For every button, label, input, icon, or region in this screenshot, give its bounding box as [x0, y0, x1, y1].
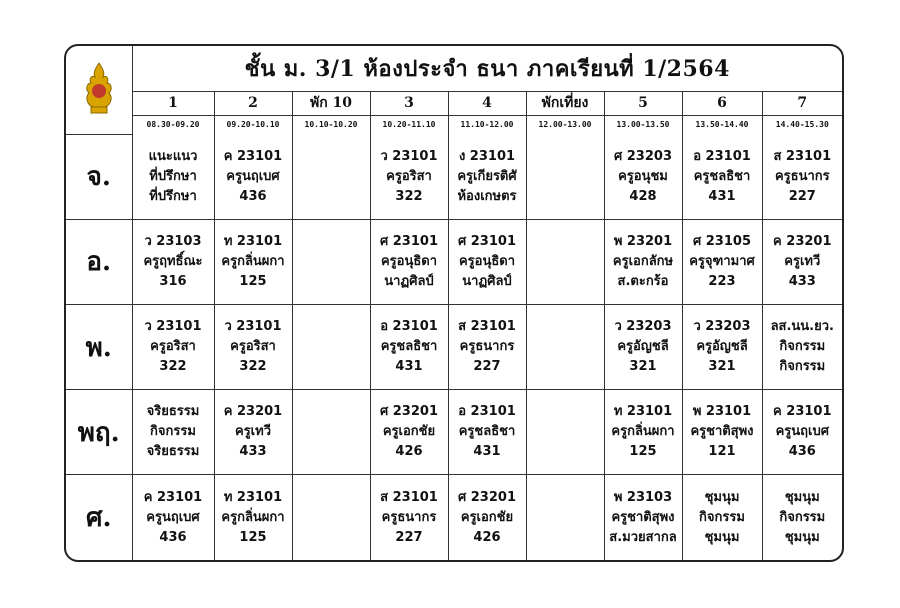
room-label: 227 — [788, 188, 816, 204]
schedule-cell — [604, 134, 682, 219]
subject-code: ค 23101 — [773, 404, 832, 420]
subject-code: ค 23201 — [223, 404, 283, 420]
schedule-cell — [682, 305, 762, 390]
schedule-cell — [448, 134, 526, 219]
schedule-cell — [682, 219, 762, 304]
subject-code: อ 23101 — [693, 148, 751, 164]
teacher-name: ครูอริสา — [386, 168, 432, 184]
subject-code: ศ 23105 — [692, 233, 751, 249]
teacher-name: ครูธนากร — [774, 168, 830, 184]
subject-code: ศ 23201 — [457, 489, 516, 505]
room-label: 321 — [629, 359, 657, 375]
teacher-name: ครูอริสา — [230, 339, 276, 355]
school-emblem-icon — [77, 59, 121, 117]
schedule-cell — [762, 305, 842, 390]
subject-code: พ 23101 — [692, 404, 752, 420]
period-label: พักเที่ยง — [526, 92, 604, 116]
subject-code: พ 23103 — [613, 489, 673, 505]
teacher-name: ครูอริสา — [150, 339, 196, 355]
teacher-name: กิจกรรม — [699, 509, 745, 525]
schedule-cell — [370, 134, 448, 219]
schedule-cell — [762, 390, 842, 475]
room-label: 433 — [239, 444, 267, 460]
subject-code: อ 23101 — [380, 319, 438, 335]
teacher-name: ครูชาติสุพง — [690, 424, 754, 440]
subject-code: ท 23101 — [613, 404, 673, 420]
schedule-cell — [292, 134, 370, 219]
teacher-name: กิจกรรม — [779, 339, 826, 355]
teacher-name: ครูชลธิชา — [380, 339, 438, 355]
room-label: 227 — [473, 359, 501, 375]
subject-code: ศ 23203 — [613, 148, 672, 164]
schedule-cell — [526, 305, 604, 390]
day-label: พ. — [66, 305, 132, 390]
room-label: ชุมนุม — [704, 529, 740, 545]
page-title: ชั้น ม. 3/1 ห้องประจำ ธนา ภาคเรียนที่ 1/2564 — [132, 46, 842, 92]
schedule-cell — [526, 475, 604, 560]
schedule-cell — [448, 305, 526, 390]
schedule-cell — [214, 219, 292, 304]
teacher-name: ครูชลธิชา — [693, 168, 751, 184]
day-label: พฤ. — [66, 390, 132, 475]
teacher-name: ครูกลิ่นผกา — [611, 424, 675, 440]
subject-code: ค 23201 — [773, 233, 832, 249]
subject-code: ค 23101 — [143, 489, 203, 505]
schedule-cell — [214, 475, 292, 560]
teacher-name: ครูนฤเบศ — [146, 509, 200, 525]
room-label: 322 — [395, 188, 423, 204]
room-label: ห้องเกษตร — [457, 188, 517, 204]
day-row — [66, 390, 842, 475]
room-label: กิจกรรม — [779, 359, 826, 375]
teacher-name: ครูเอกลักษ — [612, 253, 674, 269]
schedule-cell — [762, 219, 842, 304]
period-label: 6 — [682, 92, 762, 116]
room-label: 431 — [395, 359, 423, 375]
schedule-cell — [604, 390, 682, 475]
subject-code: ส 23101 — [380, 489, 438, 505]
subject-code: อ 23101 — [458, 404, 516, 420]
teacher-name: ครูชลธิชา — [458, 424, 516, 440]
period-label: 2 — [214, 92, 292, 116]
day-label: จ. — [66, 134, 132, 219]
timetable-sheet — [64, 44, 844, 562]
schedule-cell — [604, 475, 682, 560]
schedule-cell — [292, 475, 370, 560]
room-label: นาฏศิลป์ — [384, 273, 434, 289]
room-label: 121 — [708, 444, 736, 460]
schedule-cell — [526, 219, 604, 304]
period-time: 12.00-13.00 — [526, 115, 604, 134]
subject-code: ท 23101 — [223, 489, 283, 505]
subject-code: ว 23101 — [380, 148, 438, 164]
teacher-name: ครูเอกชัย — [460, 509, 514, 525]
period-label: 5 — [604, 92, 682, 116]
logo-cell — [66, 46, 132, 134]
teacher-name: ครูเอกชัย — [382, 424, 436, 440]
teacher-name: ครูอนุชม — [618, 168, 668, 184]
room-label: 125 — [629, 444, 657, 460]
day-row — [66, 475, 842, 560]
schedule-cell — [292, 305, 370, 390]
period-label: พัก 10 — [292, 92, 370, 116]
teacher-name: ครูเกียรติศั — [457, 168, 517, 184]
schedule-cell — [132, 134, 214, 219]
schedule-cell — [448, 219, 526, 304]
period-time: 11.10-12.00 — [448, 115, 526, 134]
schedule-cell — [448, 390, 526, 475]
room-label: 426 — [395, 444, 423, 460]
teacher-name: ครูธนากร — [381, 509, 437, 525]
room-label: 426 — [473, 529, 501, 545]
subject-code: ลส.นน.ยว. — [770, 319, 834, 335]
subject-code: จริยธรรม — [146, 404, 200, 420]
room-label: 223 — [708, 273, 736, 289]
subject-code: ชุมนุม — [704, 489, 740, 505]
schedule-cell — [682, 134, 762, 219]
period-time: 10.10-10.20 — [292, 115, 370, 134]
day-label: อ. — [66, 219, 132, 304]
subject-code: ว 23101 — [144, 319, 202, 335]
schedule-cell — [682, 390, 762, 475]
schedule-cell — [762, 134, 842, 219]
teacher-name: ครูอัญชลี — [617, 339, 669, 355]
schedule-cell — [132, 390, 214, 475]
schedule-cell — [132, 219, 214, 304]
period-label: 7 — [762, 92, 842, 116]
teacher-name: ครูชาติสุพง — [611, 509, 675, 525]
subject-code: ชุมนุม — [784, 489, 820, 505]
schedule-cell — [370, 219, 448, 304]
room-label: 321 — [708, 359, 736, 375]
schedule-cell — [214, 134, 292, 219]
teacher-name: ที่ปรึกษา — [149, 168, 197, 184]
period-label: 3 — [370, 92, 448, 116]
room-label: 433 — [788, 273, 816, 289]
teacher-name: กิจกรรม — [779, 509, 826, 525]
schedule-cell — [762, 475, 842, 560]
schedule-cell — [292, 219, 370, 304]
room-label: 431 — [473, 444, 501, 460]
day-label: ศ. — [66, 475, 132, 560]
room-label: ส.มวยสากล — [609, 529, 677, 545]
timetable — [66, 46, 842, 560]
subject-code: พ 23201 — [613, 233, 673, 249]
schedule-cell — [370, 475, 448, 560]
teacher-name: กิจกรรม — [150, 424, 196, 440]
subject-code: ค 23101 — [223, 148, 283, 164]
teacher-name: ครูกลิ่นผกา — [221, 253, 285, 269]
period-label: 4 — [448, 92, 526, 116]
subject-code: ศ 23101 — [379, 233, 438, 249]
schedule-cell — [526, 134, 604, 219]
subject-code: ว 23203 — [693, 319, 751, 335]
period-time: 10.20-11.10 — [370, 115, 448, 134]
room-label: 436 — [239, 188, 267, 204]
subject-code: ศ 23201 — [379, 404, 438, 420]
period-time: 13.00-13.50 — [604, 115, 682, 134]
subject-code: ส 23101 — [773, 148, 832, 164]
subject-code: ว 23103 — [144, 233, 202, 249]
schedule-cell — [604, 219, 682, 304]
room-label: 125 — [239, 273, 267, 289]
teacher-name: ครูอนุธิดา — [380, 253, 438, 269]
teacher-name: ครูอนุธิดา — [458, 253, 516, 269]
period-time-row — [66, 115, 842, 134]
schedule-cell — [292, 390, 370, 475]
period-label: 1 — [132, 92, 214, 116]
schedule-cell — [370, 390, 448, 475]
room-label: ชุมนุม — [784, 529, 820, 545]
day-row — [66, 305, 842, 390]
subject-code: ศ 23101 — [457, 233, 516, 249]
schedule-cell — [448, 475, 526, 560]
teacher-name: ครูนฤเบศ — [226, 168, 280, 184]
teacher-name: ครูนฤเบศ — [775, 424, 829, 440]
room-label: 436 — [159, 529, 187, 545]
period-number-row — [66, 92, 842, 116]
schedule-cell — [214, 390, 292, 475]
room-label: 428 — [629, 188, 657, 204]
teacher-name: ครูธนากร — [459, 339, 515, 355]
period-time: 14.40-15.30 — [762, 115, 842, 134]
room-label: 322 — [159, 359, 187, 375]
schedule-cell — [214, 305, 292, 390]
room-label: 125 — [239, 529, 267, 545]
schedule-cell — [682, 475, 762, 560]
schedule-cell — [370, 305, 448, 390]
schedule-cell — [132, 475, 214, 560]
teacher-name: ครูจุฑามาศ — [689, 253, 755, 269]
room-label: ส.ตะกร้อ — [617, 273, 669, 289]
teacher-name: ครูฤทธิ์ณะ — [143, 253, 203, 269]
schedule-cell — [604, 305, 682, 390]
room-label: ที่ปรึกษา — [149, 188, 197, 204]
day-row — [66, 219, 842, 304]
room-label: นาฏศิลป์ — [462, 273, 512, 289]
room-label: 227 — [395, 529, 423, 545]
period-time: 09.20-10.10 — [214, 115, 292, 134]
room-label: 431 — [708, 188, 736, 204]
subject-code: ง 23101 — [458, 148, 516, 164]
subject-code: แนะแนว — [148, 148, 198, 164]
subject-code: ส 23101 — [458, 319, 516, 335]
room-label: 316 — [159, 273, 187, 289]
subject-code: ว 23101 — [224, 319, 282, 335]
day-rows — [66, 134, 842, 560]
day-row — [66, 134, 842, 219]
schedule-cell — [132, 305, 214, 390]
room-label: จริยธรรม — [146, 444, 200, 460]
period-time: 13.50-14.40 — [682, 115, 762, 134]
teacher-name: ครูอัญชลี — [696, 339, 748, 355]
teacher-name: ครูกลิ่นผกา — [221, 509, 285, 525]
subject-code: ท 23101 — [223, 233, 283, 249]
schedule-cell — [526, 390, 604, 475]
subject-code: ว 23203 — [614, 319, 672, 335]
room-label: 322 — [239, 359, 267, 375]
teacher-name: ครูเทวี — [784, 253, 821, 269]
room-label: 436 — [788, 444, 816, 460]
teacher-name: ครูเทวี — [235, 424, 271, 440]
period-time: 08.30-09.20 — [132, 115, 214, 134]
